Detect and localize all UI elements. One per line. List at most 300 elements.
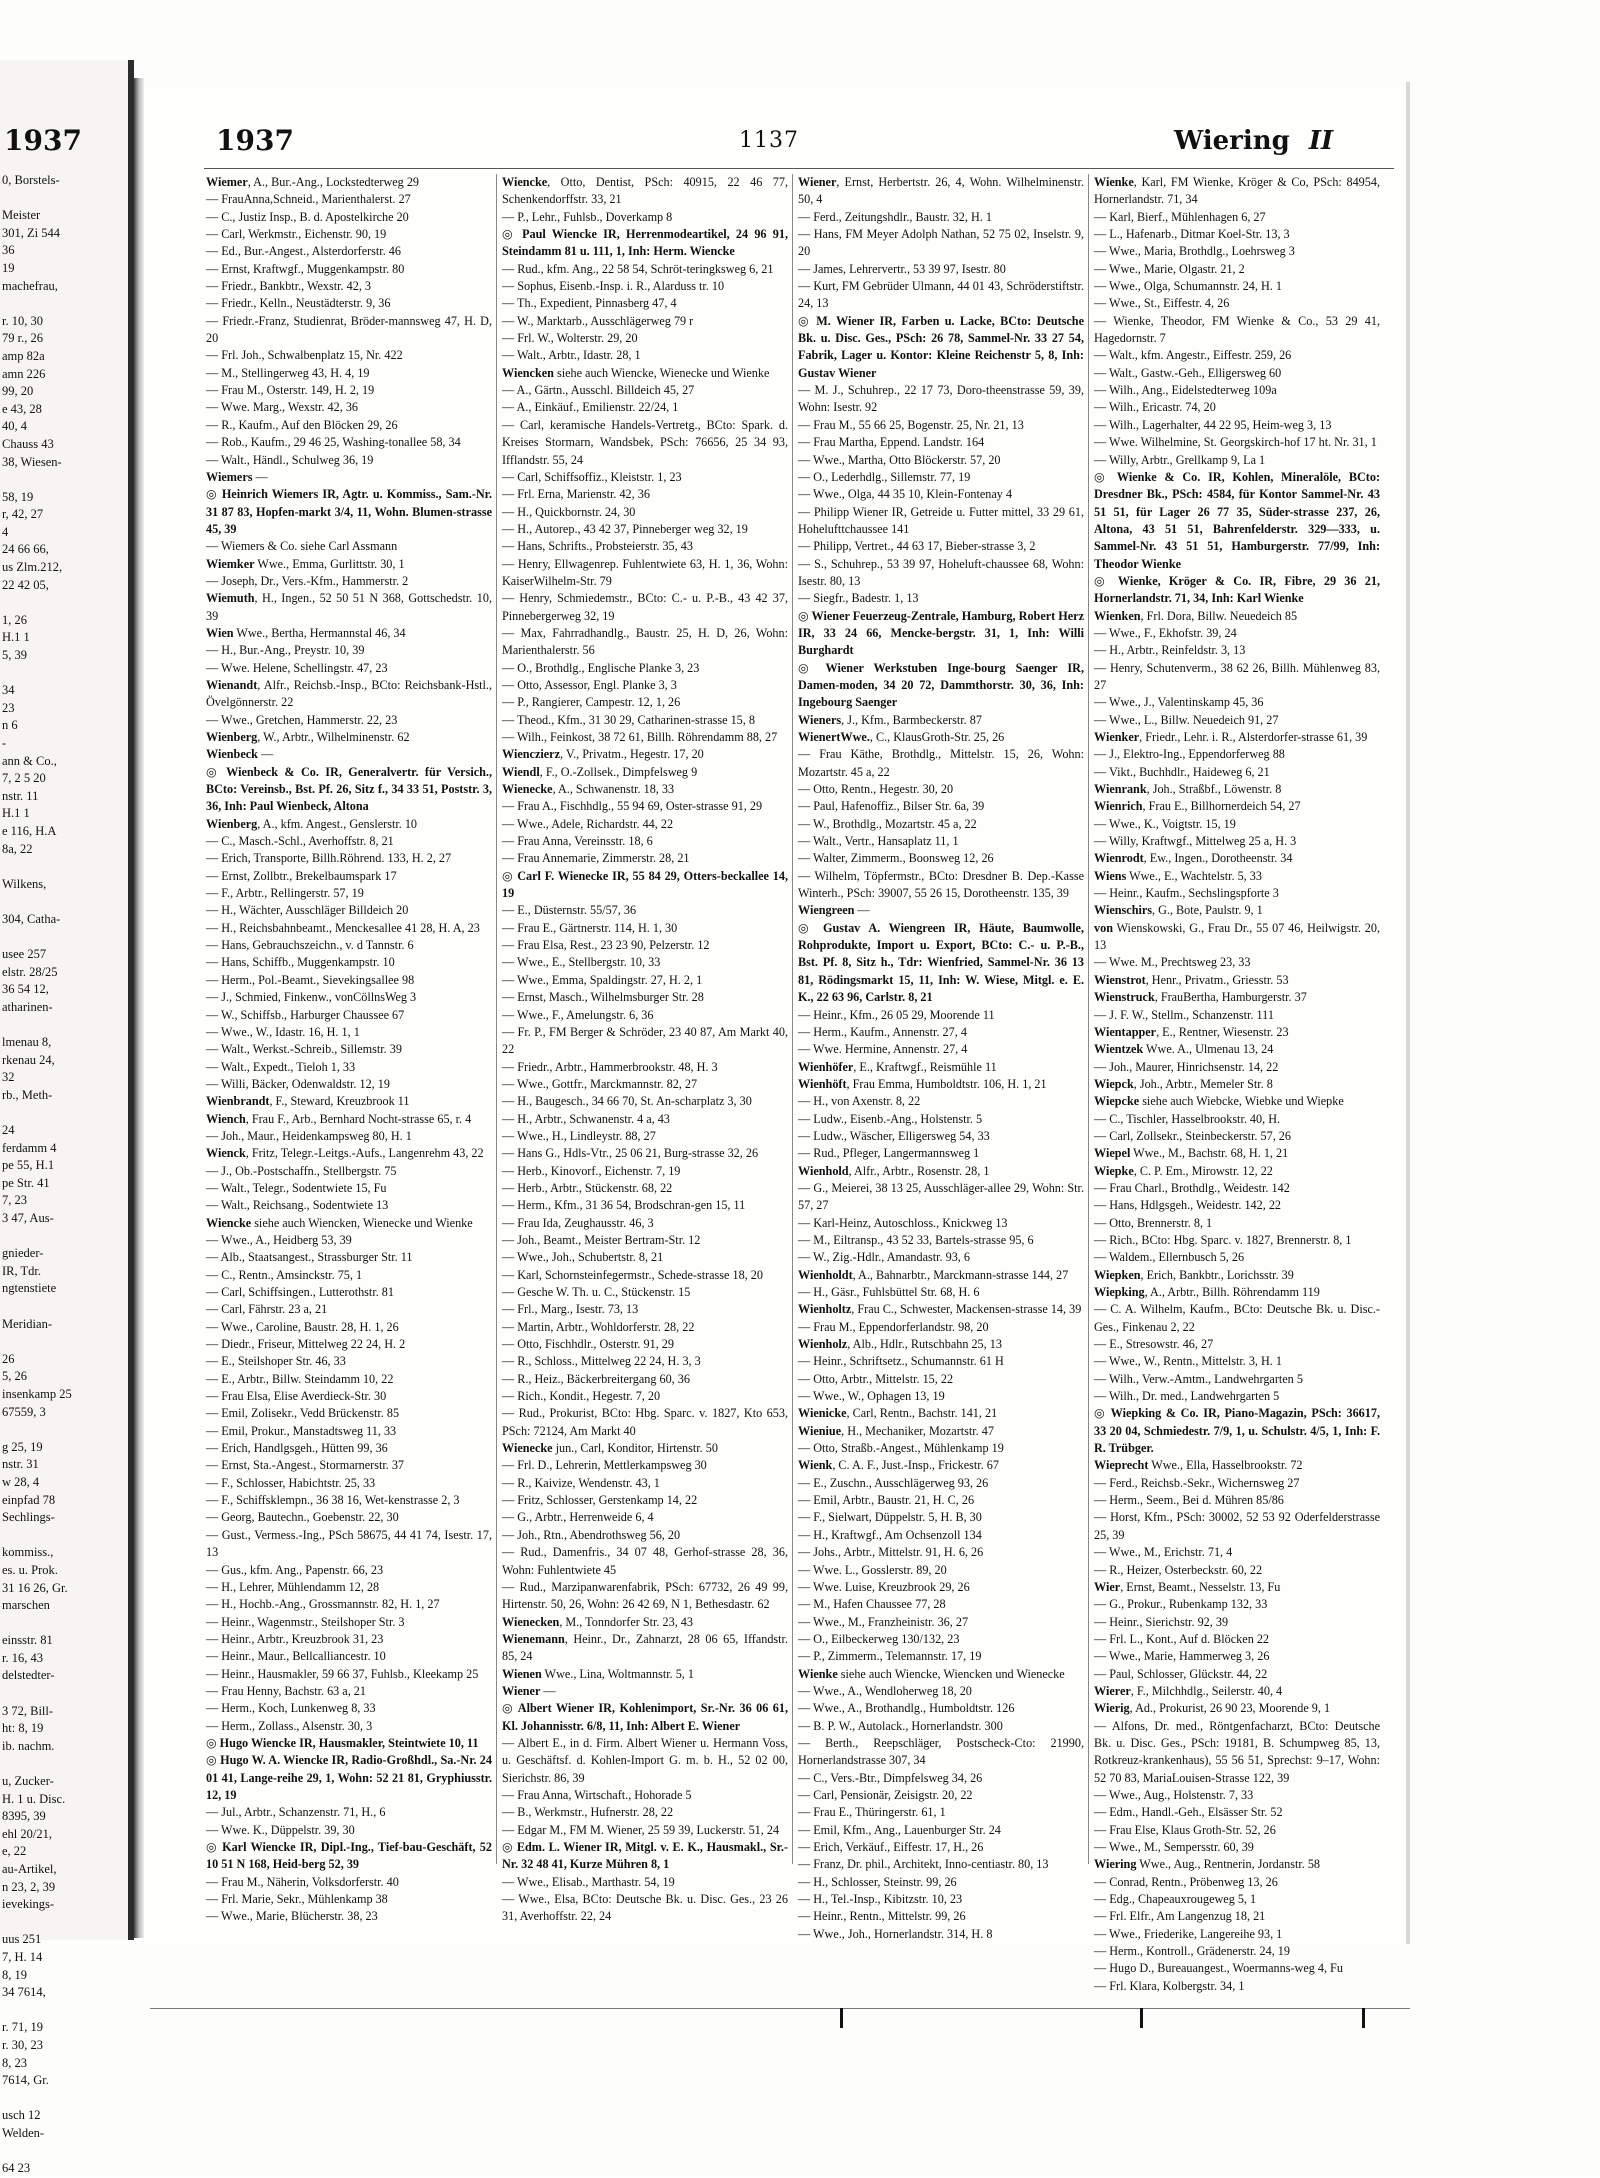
entry-surname: Wienbeck: [206, 747, 258, 762]
previous-page-line: 36 54 12,: [2, 982, 49, 997]
directory-entry: — Max, Fahrradhandlg., Baustr. 25, H. D, 26, Wohn: Marienthalerstr. 56: [502, 625, 788, 658]
directory-entry: — H., Bur.-Ang., Preystr. 10, 39: [206, 643, 365, 658]
previous-page-line: [2, 1228, 126, 1246]
entry-surname: Wienk: [798, 1458, 833, 1473]
directory-entry: Wienen Wwe., Lina, Woltmannstr. 5, 1: [502, 1666, 694, 1681]
directory-entry: ◎ Wiener Feuerzeug-Zentrale, Hamburg, Robert Herz IR, 33 24 66, Mencke-bergstr. 31, 1, Inh: Willi Burghardt: [798, 608, 1084, 658]
previous-page-line: u, Zucker-: [2, 1774, 54, 1789]
entry-surname: Wienczierz: [502, 747, 560, 762]
directory-entry: Wienrank, Joh., Straßbf., Löwenstr. 8: [1094, 782, 1282, 797]
directory-entry: — Ludw., Eisenb.-Ang., Holstenstr. 5: [798, 1111, 983, 1126]
previous-page-line: r, 42, 27: [2, 507, 44, 522]
directory-entry: — Walter, Zimmerm., Boonsweg 12, 26: [798, 851, 994, 866]
directory-entry: — Rud., kfm. Ang., 22 58 54, Schröt-teringksweg 6, 21: [502, 261, 774, 276]
directory-entry: — Ernst, Kraftwgf., Muggenkampstr. 80: [206, 261, 405, 276]
directory-entry: Wienhöft, Frau Emma, Humboldtstr. 106, H. 1, 21: [798, 1076, 1047, 1091]
range-suffix: II: [1308, 126, 1334, 156]
entry-surname: Wienecken: [502, 1614, 560, 1629]
previous-page-text: [2, 172, 126, 2178]
directory-entry: — Heinr., Rentn., Mittelstr. 99, 26: [798, 1909, 966, 1924]
directory-entry: — Carl, Werkmstr., Eichenstr. 90, 19: [206, 227, 387, 242]
directory-entry: — Frau E., Thüringerstr. 61, 1: [798, 1805, 946, 1820]
directory-entry: — Wwe. Luise, Kreuzbrook 29, 26: [798, 1579, 970, 1594]
entry-surname: Wienhöfer: [798, 1059, 854, 1074]
directory-entry: — Wwe., Gottfr., Marckmannstr. 82, 27: [502, 1076, 698, 1091]
previous-page-line: 1, 26: [2, 612, 27, 627]
directory-entry: — Hans, Hdlgsgeh., Weidestr. 142, 22: [1094, 1198, 1282, 1213]
previous-page-line: marschen: [2, 1598, 50, 1613]
previous-page-line: 40, 4: [2, 419, 27, 434]
directory-entry: Wiens Wwe., E., Wachtelstr. 5, 33: [1094, 868, 1262, 883]
directory-entry: ◎ Karl Wiencke IR, Dipl.-Ing., Tief-bau-Geschäft, 52 10 51 N 168, Heid-berg 52, 39: [206, 1840, 492, 1872]
entry-surname: Wienholz: [798, 1337, 848, 1352]
directory-entry: — J. F. W., Stellm., Schanzenstr. 111: [1094, 1007, 1274, 1022]
directory-entry: — Wwe. L., Gosslerstr. 89, 20: [798, 1562, 947, 1577]
previous-page-line: [2, 1104, 126, 1122]
directory-entry: Wienstrot, Henr., Privatm., Griesstr. 53: [1094, 972, 1289, 987]
directory-entry: — W., Marktarb., Ausschlägerweg 79 r: [502, 313, 694, 328]
entry-surname: Wiepel: [1094, 1146, 1131, 1161]
directory-entry: — Emil, Arbtr., Baustr. 21, H. C, 26: [798, 1493, 975, 1508]
previous-page-line: ievekings-: [2, 1897, 55, 1912]
directory-entry: Wieniue, H., Mechaniker, Mozartstr. 47: [798, 1423, 994, 1438]
directory-entry: — H., Gäsr., Fuhlsbüttel Str. 68, H. 6: [798, 1285, 980, 1299]
directory-entry: — Herm., Kontroll., Grädenerstr. 24, 19: [1094, 1944, 1290, 1959]
directory-entry: Wienczierz, V., Privatm., Hegestr. 17, 20: [502, 747, 704, 762]
entry-surname: Wiering: [1094, 1857, 1137, 1872]
directory-entry: — Wwe., A., Brothandlg., Humboldtstr. 126: [798, 1701, 1015, 1716]
directory-entry: Wien Wwe., Bertha, Hermannstal 46, 34: [206, 625, 406, 640]
previous-page-line: r. 10, 30: [2, 313, 43, 328]
previous-page-line: n 6: [2, 718, 18, 733]
directory-entry: — Karl, Bierf., Mühlenhagen 6, 27: [1094, 209, 1266, 224]
previous-page-line: 34 7614,: [2, 1985, 46, 2000]
page-edge: [1406, 82, 1410, 1944]
directory-entry: — F., Arbtr., Rellingerstr. 57, 19: [206, 886, 364, 901]
directory-entry: — Erich, Handlgsgeh., Hütten 99, 36: [206, 1441, 388, 1456]
directory-entry: Wienholdt, A., Bahnarbtr., Marckmann-strasse 144, 27: [798, 1267, 1069, 1282]
directory-entry: — Frl. Joh., Schwalbenplatz 15, Nr. 422: [206, 348, 403, 363]
directory-entry: — B., Werkmstr., Hufnerstr. 28, 22: [502, 1805, 674, 1820]
previous-page-line: 304, Catha-: [2, 911, 61, 926]
directory-entry: — G., Arbtr., Herrenweide 6, 4: [502, 1510, 654, 1525]
directory-entry: — C. A. Wilhelm, Kaufm., BCto: Deutsche Bk. u. Disc.-Ges., Finkenau 2, 22: [1094, 1302, 1380, 1334]
entry-surname: Wienbrandt: [206, 1094, 270, 1109]
directory-entry: ◎ Carl F. Wienecke IR, 55 84 29, Otters-beckallee 14, 19: [502, 868, 788, 901]
directory-entry: Wiepck, Joh., Arbtr., Memeler Str. 8: [1094, 1076, 1273, 1091]
previous-page-line: 7, H. 14: [2, 1949, 43, 1964]
directory-entry: — Erich, Transporte, Billh.Röhrend. 133, H. 2, 27: [206, 851, 452, 866]
directory-entry: — Frl. Marie, Sekr., Mühlenkamp 38: [206, 1892, 388, 1907]
previous-page-line: machefrau,: [2, 278, 58, 293]
entry-surname: Wienecke: [502, 1441, 553, 1456]
previous-page-line: 32: [2, 1070, 15, 1085]
previous-page-line: ann & Co.,: [2, 753, 57, 768]
directory-entry: Wiencken siehe auch Wiencke, Wienecke und Wienke: [502, 365, 770, 380]
page-range-header: [1174, 126, 1333, 156]
previous-page-line: 79 r., 26: [2, 331, 43, 346]
directory-entry: — Emil, Zolisekr., Vedd Brückenstr. 85: [206, 1406, 400, 1421]
directory-entry: — Otto, Arbtr., Mittelstr. 15, 22: [798, 1371, 954, 1386]
directory-entry: — Otto, Straßb.-Angest., Mühlenkamp 19: [798, 1441, 1004, 1456]
directory-entry: — Vikt., Buchhdlr., Haideweg 6, 21: [1094, 764, 1270, 779]
directory-entry: — E., Düsternstr. 55/57, 36: [502, 903, 637, 918]
directory-entry: Wiemker Wwe., Emma, Gurlittstr. 30, 1: [206, 556, 405, 571]
directory-entry: — Rud., Marzipanwarenfabrik, PSch: 67732, 26 49 99, Hirtenstr. 50, 26, Wohn: 26 42 69, N 1, Bethesdastr. 62: [502, 1579, 788, 1612]
directory-entry: — Carl, Zollsekr., Steinbeckerstr. 57, 26: [1094, 1128, 1291, 1143]
directory-entry: — F., Schlosser, Habichtstr. 25, 33: [206, 1475, 376, 1490]
directory-entry: — Alb., Staatsangest., Strassburger Str. 11: [206, 1250, 413, 1265]
entry-surname: Wientapper: [1094, 1024, 1157, 1039]
directory-entry: — Wwe., Marie, Olgastr. 21, 2: [1094, 261, 1245, 276]
directory-entry: — Alfons, Dr. med., Röntgenfacharzt, BCto: Deutsche Bk. u. Disc. Ges., PSch: 19181, B. Schumpweg 85, 13, Rotkreuz-krankenhaus), 55 56 51, Sprechst: 9–17, Wohn: 52 70 83, MariaLouisen-Strasse 122, 39: [1094, 1718, 1380, 1785]
scanner-tick: [840, 2008, 843, 2028]
entry-surname: Wiepking: [1094, 1285, 1145, 1299]
previous-page-line: [2, 858, 126, 876]
scanner-bar: [150, 2008, 1410, 2009]
previous-page-line: einsstr. 81: [2, 1633, 53, 1648]
directory-entry: — H., Schlosser, Steinstr. 99, 26: [798, 1874, 957, 1889]
directory-entry: Wiemuth, H., Ingen., 52 50 51 N 368, Gottschedstr. 10, 39: [206, 591, 492, 623]
directory-entry: — Frau M., Näherin, Volksdorferstr. 40: [206, 1874, 399, 1889]
previous-page-line: 26: [2, 1351, 15, 1366]
directory-entry: ◎ Wienbeck & Co. IR, Generalvertr. für Versich., BCto: Vereinsb., Bst. Pf. 26, Sitz f., 34 33 51, Poststr. 3, 36, Inh: Paul Wienbeck, Altona: [206, 764, 492, 814]
column-divider: [792, 174, 793, 1864]
column-divider: [1088, 174, 1089, 1864]
directory-entry: — Wilh., Ericastr. 74, 20: [1094, 400, 1216, 415]
directory-entry: — M. J., Schuhrep., 22 17 73, Doro-theenstrasse 59, 39, Wohn: Isestr. 92: [798, 383, 1084, 415]
previous-page-line: ferdamm 4: [2, 1140, 57, 1155]
previous-page-line: 3 47, Aus-: [2, 1211, 54, 1226]
directory-entry: ◎ Heinrich Wiemers IR, Agtr. u. Kommiss., Sam.-Nr. 31 87 83, Hopfen-markt 3/4, 11, Wohn. Blumen-strasse 45, 39: [206, 487, 492, 536]
directory-entry: — J., Schmied, Finkenw., vonCöllnsWeg 3: [206, 990, 417, 1005]
directory-entry: von Wienskowski, G., Frau Dr., 55 07 46, Heilwigstr. 20, 13: [1094, 920, 1380, 953]
directory-entry: — Herm., Seem., Bei d. Mühren 85/86: [1094, 1493, 1284, 1508]
directory-entry: Wieprecht Wwe., Ella, Hasselbrookstr. 72: [1094, 1458, 1303, 1473]
entry-surname: Wiepck: [1094, 1076, 1134, 1091]
directory-entry: — Gus., kfm. Ang., Papenstr. 66, 23: [206, 1562, 384, 1577]
directory-entry: Wienken, Frl. Dora, Billw. Neuedeich 85: [1094, 608, 1298, 623]
directory-entry: — H., Lehrer, Mühlendamm 12, 28: [206, 1579, 380, 1594]
directory-entry: — Wwe. Hermine, Annenstr. 27, 4: [798, 1042, 968, 1057]
directory-entry: Wiepken, Erich, Bankbtr., Lorichsstr. 39: [1094, 1267, 1294, 1282]
directory-entry: — Wilhelm, Töpfermstr., BCto: Dresdner B. Dep.-Kasse Winterh., PSch: 39007, 55 26 15, Dorotheenstr. 135, 39: [798, 868, 1084, 901]
directory-entry: — Joh., Beamt., Meister Bertram-Str. 12: [502, 1232, 701, 1247]
previous-page-line: 8, 23: [2, 2055, 27, 2070]
directory-entry: Wienecke, A., Schwanenstr. 18, 33: [502, 782, 675, 797]
directory-entry: ◎ Hugo Wiencke IR, Hausmakler, Steintwiete 10, 11: [206, 1735, 479, 1750]
previous-page-line: 0, Borstels-: [2, 173, 60, 187]
directory-entry: — Herb., Arbtr., Stückenstr. 68, 22: [502, 1180, 673, 1195]
entry-surname: Wiemers: [206, 469, 253, 484]
directory-entry: — Frau Martha, Eppend. Landstr. 164: [798, 435, 985, 450]
directory-entry: — Walt., Werkst.-Schreib., Sillemstr. 39: [206, 1042, 402, 1057]
directory-entry: — Wwe., M., Erichstr. 71, 4: [1094, 1545, 1233, 1560]
directory-entry: — Wwe., Gretchen, Hammerstr. 22, 23: [206, 712, 398, 727]
directory-entry: — Wwe., Martha, Otto Blöckerstr. 57, 20: [798, 452, 1001, 467]
directory-entry: — P., Rangierer, Campestr. 12, 1, 26: [502, 695, 681, 710]
directory-entry: — Heinr., Hausmakler, 59 66 37, Fuhlsb., Kleekamp 25: [206, 1666, 479, 1681]
directory-entry: — O., Brothdlg., Englische Planke 3, 23: [502, 660, 700, 675]
previous-page-line: 8a, 22: [2, 841, 33, 856]
previous-page-line: elstr. 28/25: [2, 964, 58, 979]
directory-entry: — Wwe., Olga, Schumannstr. 24, H. 1: [1094, 279, 1282, 294]
directory-entry: ◎ Wiener Werkstuben Inge-bourg Saenger IR, Damen-moden, 34 20 72, Dammthorstr. 30, 36, Inh: Ingebourg Saenger: [798, 660, 1084, 710]
directory-entry: — Philipp Wiener IR, Getreide u. Futter mittel, 33 29 61, Hohelufttchaussee 141: [798, 504, 1084, 536]
directory-entry: Wiener, Ernst, Herbertstr. 26, 4, Wohn. Wilhelminenstr. 50, 4: [798, 175, 1084, 207]
entry-surname: Wierig: [1094, 1701, 1130, 1716]
directory-entry: — J., Elektro-Ing., Eppendorferweg 88: [1094, 747, 1285, 762]
directory-entry: — G., Prokur., Rubenkamp 132, 33: [1094, 1597, 1268, 1612]
directory-column-2: [502, 174, 788, 1924]
directory-entry: Wiepking, A., Arbtr., Billh. Röhrendamm 119: [1094, 1285, 1320, 1299]
previous-page-line: us Zlm.212,: [2, 560, 63, 575]
directory-entry: — Heinr., Kaufm., Sechslingspforte 3: [1094, 886, 1279, 901]
directory-entry: — Ludw., Wäscher, Elligersweg 54, 33: [798, 1128, 990, 1143]
previous-page-line: amp 82a: [2, 348, 45, 363]
directory-entry: — Carl, keramische Handels-Vertretg., BCto: Spark. d. Kreises Stormarn, Wandsbek, PSch: 76656, 25 34 93, Ifflandstr. 55, 24: [502, 417, 788, 467]
directory-entry: — Wwe. Helene, Schellingstr. 47, 23: [206, 660, 388, 675]
directory-entry: ◎ Edm. L. Wiener IR, Mitgl. v. E. K., Hausmakl., Sr.-Nr. 32 48 41, Kurze Mühren 8, 1: [502, 1840, 788, 1872]
directory-entry: — E., Steilshoper Str. 46, 33: [206, 1354, 346, 1369]
directory-entry: — W., Zig.-Hdlr., Amandastr. 93, 6: [798, 1250, 970, 1265]
directory-entry: — H., Reichsbahnbeamt., Menckesallee 41 28, H. A, 23: [206, 920, 480, 935]
directory-entry: ◎ Wiepking & Co. IR, Piano-Magazin, PSch: 36617, 33 20 04, Schmiedestr. 7/9, 1, u. Schulstr. 4/5, 1, Inh: F. R. Trübger.: [1094, 1406, 1380, 1456]
directory-entry: — H., Autorep., 43 42 37, Pinneberger weg 32, 19: [502, 521, 748, 536]
directory-entry: — Heinr., Maur., Bellcalliancestr. 10: [206, 1649, 386, 1664]
directory-entry: — Walt., Telegr., Sodentwiete 15, Fu: [206, 1180, 387, 1195]
previous-page-line: 24 66 66,: [2, 542, 49, 557]
header-rule: [204, 168, 1394, 169]
directory-entry: Wiener —: [502, 1683, 556, 1698]
directory-column-3: [798, 174, 1084, 1941]
directory-entry: — F., Sielwart, Düppelstr. 5, H. B, 30: [798, 1510, 982, 1525]
directory-entry: — Henry, Schmiedemstr., BCto: C.- u. P.-B., 43 42 37, Pinnebergerweg 32, 19: [502, 591, 788, 623]
directory-entry: — W., Schiffsb., Harburger Chaussee 67: [206, 1007, 405, 1022]
entry-surname: Wienke: [1094, 175, 1134, 189]
directory-entry: — Frl. W., Wolterstr. 29, 20: [502, 331, 638, 346]
directory-entry: Wieners, J., Kfm., Barmbeckerstr. 87: [798, 712, 982, 727]
directory-entry: — Wwe. Wilhelmine, St. Georgskirch-hof 17 ht. Nr. 31, 1: [1094, 435, 1377, 450]
directory-entry: — Wwe. M., Prechtsweg 23, 33: [1094, 955, 1251, 970]
directory-entry: — Hans, Gebrauchszeichn., v. d Tannstr. 6: [206, 938, 414, 953]
entry-surname: Wienecke: [502, 782, 553, 797]
directory-entry: — Frl. Erna, Marienstr. 42, 36: [502, 487, 650, 502]
directory-entry: ◎ Wienke & Co. IR, Kohlen, Mineralöle, BCto: Dresdner Bk., PSch: 4584, für Kontor Sammel-Nr. 43 51 51, für Lager 26 77 35, Süder-strasse 237, 26, Altona, 43 51 51, Bahrenfelderstr. 329—333, u. Sammel-Nr. 43 51 51, Hamburgerstr. 77/99, Inh: Theodor Wienke: [1094, 469, 1380, 571]
directory-entry: — M., Stellingerweg 43, H. 4, 19: [206, 365, 370, 380]
previous-page-line: [2, 2143, 126, 2161]
previous-page-line: 24: [2, 1123, 15, 1138]
directory-entry: — H., Arbtr., Schwanenstr. 4 a, 43: [502, 1111, 670, 1126]
directory-entry: — Walt., Arbtr., Idastr. 28, 1: [502, 348, 641, 363]
scanner-bottom-marks: [150, 2008, 1400, 2048]
directory-entry: Wienstruck, FrauBertha, Hamburgerstr. 37: [1094, 990, 1307, 1005]
directory-entry: — Joh., Rtn., Abendrothsweg 56, 20: [502, 1527, 681, 1542]
directory-entry: — Theod., Kfm., 31 30 29, Catharinen-strasse 15, 8: [502, 712, 755, 727]
directory-entry: — Frl., Marg., Isestr. 73, 13: [502, 1302, 639, 1317]
previous-page-line: 5, 26: [2, 1369, 27, 1384]
previous-page-line: 8395, 39: [2, 1809, 46, 1824]
previous-page-line: r. 30, 23: [2, 2037, 43, 2052]
previous-page-line: [2, 295, 126, 313]
previous-page-line: H.1 1: [2, 806, 30, 821]
directory-entry: Wienberg, W., Arbtr., Wilhelminenstr. 62: [206, 730, 410, 744]
entry-surname: Wieniue: [798, 1423, 842, 1438]
entry-surname: Wier: [1094, 1579, 1121, 1594]
previous-page-line: [2, 1685, 126, 1703]
entry-surname: Wienholtz: [798, 1302, 852, 1317]
previous-page-line: [2, 1527, 126, 1545]
previous-page-line: 8, 19: [2, 1967, 27, 1982]
previous-page-line: pe Str. 41: [2, 1175, 50, 1190]
directory-entry: — Henry, Ellwagenrep. Fuhlentwiete 63, H. 1, 36, Wohn: KaiserWilhelm-Str. 79: [502, 556, 788, 588]
directory-entry: — Herm., Zollass., Alsenstr. 30, 3: [206, 1718, 373, 1733]
entry-surname: Wiener: [798, 175, 837, 189]
directory-entry: — Carl, Schiffsoffiz., Kleiststr. 1, 23: [502, 469, 682, 484]
directory-entry: — Herm., Kfm., 31 36 54, Brodschran-gen 15, 11: [502, 1198, 746, 1213]
directory-entry: — O., Lederhdlg., Sillemstr. 77, 19: [798, 469, 971, 484]
page-number: 1137: [739, 128, 799, 153]
directory-entry: — FrauAnna,Schneid., Marienthalerst. 27: [206, 192, 411, 207]
directory-entry: — Wwe., Olga, 44 35 10, Klein-Fontenay 4: [798, 487, 1013, 502]
directory-entry: Wienandt, Alfr., Reichsb.-Insp., BCto: Reichsbank-Hstl., Övelgönnerstr. 22: [206, 677, 492, 710]
directory-entry: — Wwe., Adele, Richardstr. 44, 22: [502, 816, 674, 831]
directory-entry: — Heinr., Schriftsetz., Schumannstr. 61 H: [798, 1354, 1004, 1369]
directory-entry: — Otto, Fischhdlr., Osterstr. 91, 29: [502, 1337, 674, 1352]
directory-entry: — E., Arbtr., Billw. Steindamm 10, 22: [206, 1371, 394, 1386]
directory-entry: — Wienke, Theodor, FM Wienke & Co., 53 29 41, Hagedornstr. 7: [1094, 313, 1380, 346]
directory-entry: — Otto, Rentn., Hegestr. 30, 20: [798, 782, 954, 797]
entry-surname: Wienen: [502, 1666, 542, 1681]
directory-entry: — O., Eilbeckerweg 130/132, 23: [798, 1631, 960, 1646]
directory-entry: — C., Tischler, Hasselbrookstr. 40, H.: [1094, 1111, 1281, 1126]
entry-surname: Wienrodt: [1094, 851, 1144, 866]
directory-entry: — Wwe., Aug., Holstenstr. 7, 33: [1094, 1787, 1254, 1802]
directory-entry: Wiepcke siehe auch Wiebcke, Wiebke und Wiepke: [1094, 1094, 1344, 1109]
previous-page-line: 5, 39: [2, 648, 27, 663]
directory-entry: — W., Brothdlg., Mozartstr. 45 a, 22: [798, 816, 977, 831]
directory-entry: — P., Zimmerm., Telemannstr. 17, 19: [798, 1649, 982, 1664]
entry-surname: Wienandt: [206, 677, 258, 692]
previous-page-line: rkenau 24,: [2, 1052, 55, 1067]
directory-entry: — Paul, Hafenoffiz., Bilser Str. 6a, 39: [798, 799, 985, 814]
previous-page-line: ngtenstiete: [2, 1281, 57, 1296]
directory-entry: Wienke, Karl, FM Wienke, Kröger & Co, PSch: 84954, Hornerlandstr. 71, 34: [1094, 175, 1380, 207]
directory-entry: — Emil, Kfm., Ang., Lauenburger Str. 24: [798, 1822, 1001, 1837]
directory-entry: — Wwe., Emma, Spaldingstr. 27, H. 2, 1: [502, 972, 703, 987]
directory-entry: Wiendl, F., O.-Zollsek., Dimpfelsweg 9: [502, 764, 698, 779]
directory-entry: — Wwe., A., Wendloherweg 18, 20: [798, 1683, 972, 1698]
directory-entry: Wiengreen —: [798, 903, 870, 918]
directory-entry: — Friedr., Arbtr., Hammerbrookstr. 48, H. 3: [502, 1059, 718, 1074]
directory-entry: — Emil, Prokur., Manstadtsweg 11, 33: [206, 1423, 397, 1438]
directory-entry: — Wwe., W., Idastr. 16, H. 1, 1: [206, 1024, 360, 1039]
directory-entry: Wienrodt, Ew., Ingen., Dorotheenstr. 34: [1094, 851, 1293, 866]
directory-entry: — C., Rentn., Amsinckstr. 75, 1: [206, 1267, 363, 1282]
previous-page-line: usch 12: [2, 2108, 41, 2123]
directory-entry: — H., Baugesch., 34 66 70, St. An-scharplatz 3, 30: [502, 1094, 752, 1109]
directory-entry: — Joh., Maur., Heidenkampsweg 80, H. 1: [206, 1128, 412, 1143]
directory-entry: — Frau Anna, Wirtschaft., Hohorade 5: [502, 1787, 692, 1802]
previous-page-line: einpfad 78: [2, 1492, 56, 1507]
directory-entry: — Frau Elsa, Elise Averdieck-Str. 30: [206, 1389, 387, 1404]
directory-entry: — Wilh., Ang., Eidelstedterweg 109a: [1094, 383, 1277, 398]
entry-surname: Wiepken: [1094, 1267, 1141, 1282]
previous-page-line: [2, 1017, 126, 1035]
directory-entry: ◎ M. Wiener IR, Farben u. Lacke, BCto: Deutsche Bk. u. Disc. Ges., PSch: 26 78, Sammel-Nr. 33 27 54, Fabrik, Lager u. Kontor: Kleine Reichenstr 5, 8, Inh: Gustav Wiener: [798, 313, 1084, 380]
directory-entry: — H., Arbtr., Reinfeldstr. 3, 13: [1094, 643, 1246, 658]
previous-page-line: kommiss.,: [2, 1545, 54, 1560]
directory-entry: — C., Justiz Insp., B. d. Apostelkirche 20: [206, 209, 409, 224]
directory-entry: — Frau Käthe, Brothdlg., Mittelstr. 15, 26, Wohn: Mozartstr. 45 a, 22: [798, 747, 1084, 779]
entry-surname: Wienrich: [1094, 799, 1143, 814]
directory-entry: — Frau Henny, Bachstr. 63 a, 21: [206, 1683, 366, 1698]
directory-entry: Wienschirs, G., Bote, Paulstr. 9, 1: [1094, 903, 1263, 918]
directory-entry: — Walt., Händl., Schulweg 36, 19: [206, 452, 374, 467]
directory-entry: — Otto, Brennerstr. 8, 1: [1094, 1215, 1213, 1230]
entry-surname: Wieprecht: [1094, 1458, 1149, 1473]
directory-entry: — Horst, Kfm., PSch: 30002, 52 53 92 Oderfelderstrasse 25, 39: [1094, 1510, 1380, 1542]
entry-surname: von: [1094, 920, 1113, 935]
directory-entry: — Wwe., J., Valentinskamp 45, 36: [1094, 695, 1264, 710]
previous-page-line: gnieder-: [2, 1246, 44, 1261]
previous-page-line: delstedter-: [2, 1668, 55, 1683]
directory-entry: — Joh., Maurer, Hinrichsenstr. 14, 22: [1094, 1059, 1279, 1074]
previous-page-line: [2, 1298, 126, 1316]
directory-column-1: [206, 174, 492, 1924]
directory-entry: — Heinr., Arbtr., Kreuzbrook 31, 23: [206, 1631, 384, 1646]
directory-entry: — Carl, Schiffsingen., Lutterothstr. 81: [206, 1285, 394, 1299]
directory-entry: — Carl, Pensionär, Zeisigstr. 20, 22: [798, 1787, 973, 1802]
directory-page: [144, 82, 1409, 1993]
directory-entry: — Wwe., Maria, Brothdlg., Loehrsweg 3: [1094, 244, 1295, 259]
directory-entry: — Johs., Arbtr., Mittelstr. 91, H. 6, 26: [798, 1545, 984, 1560]
directory-entry: — Wwe., M., Sempersstr. 60, 39: [1094, 1840, 1254, 1854]
directory-entry: — Wwe., Joh., Hornerlandstr. 314, H. 8: [798, 1926, 993, 1941]
previous-page-line: Chauss 43: [2, 436, 54, 451]
directory-entry: — Willi, Bäcker, Odenwaldstr. 12, 19: [206, 1076, 390, 1091]
previous-page-line: 64 23: [2, 2161, 31, 2176]
directory-entry: — H., Hochb.-Ang., Grossmannstr. 82, H. 1, 27: [206, 1597, 440, 1612]
previous-page-line: [2, 2002, 126, 2020]
entry-surname: Wierer: [1094, 1683, 1131, 1698]
directory-entry: — L., Hafenarb., Ditmar Koel-Str. 13, 3: [1094, 227, 1290, 242]
directory-entry: — Carl, Fährstr. 23 a, 21: [206, 1302, 328, 1317]
previous-page-line: nstr. 31: [2, 1457, 39, 1472]
directory-entry: — Franz, Dr. phil., Architekt, Inno-centiastr. 80, 13: [798, 1857, 1049, 1872]
entry-surname: Wientzek: [1094, 1042, 1144, 1057]
entry-surname: Wiemuth: [206, 591, 255, 606]
directory-entry: — Frl. D., Lehrerin, Mettlerkampsweg 30: [502, 1458, 707, 1473]
directory-entry: — Gesche W. Th. u. C., Stückenstr. 15: [502, 1285, 691, 1299]
previous-page-line: au-Artikel,: [2, 1862, 57, 1876]
previous-page-line: 301, Zi 544: [2, 225, 60, 240]
directory-entry: — Jul., Arbtr., Schanzenstr. 71, H., 6: [206, 1805, 386, 1820]
directory-entry: — Martin, Arbtr., Wohldorferstr. 28, 22: [502, 1319, 695, 1334]
directory-entry: — Walt., Gastw.-Geh., Elligersweg 60: [1094, 365, 1282, 380]
directory-entry: — Rud., Prokurist, BCto: Hbg. Sparc. v. 1827, Kto 653, PSch: 72124, Am Markt 40: [502, 1406, 788, 1438]
previous-page-line: insenkamp 25: [2, 1386, 72, 1401]
previous-page-line: H. 1 u. Disc.: [2, 1791, 66, 1806]
previous-page-line: usee 257: [2, 947, 47, 962]
directory-entry: Wienemann, Heinr., Dr., Zahnarzt, 28 06 65, Iffandstr. 85, 24: [502, 1631, 788, 1664]
directory-entry: Wier, Ernst, Beamt., Nesselstr. 13, Fu: [1094, 1579, 1281, 1594]
directory-entry: — Frl. L., Kont., Auf d. Blöcken 22: [1094, 1631, 1270, 1646]
previous-page-line: 7, 23: [2, 1193, 27, 1208]
previous-page-line: amn 226: [2, 366, 46, 381]
directory-entry: — Gust., Vermess.-Ing., PSch 58675, 44 41 74, Isestr. 17, 13: [206, 1527, 492, 1560]
directory-entry: — R., Heiz., Bäckerbreitergang 60, 36: [502, 1371, 690, 1386]
